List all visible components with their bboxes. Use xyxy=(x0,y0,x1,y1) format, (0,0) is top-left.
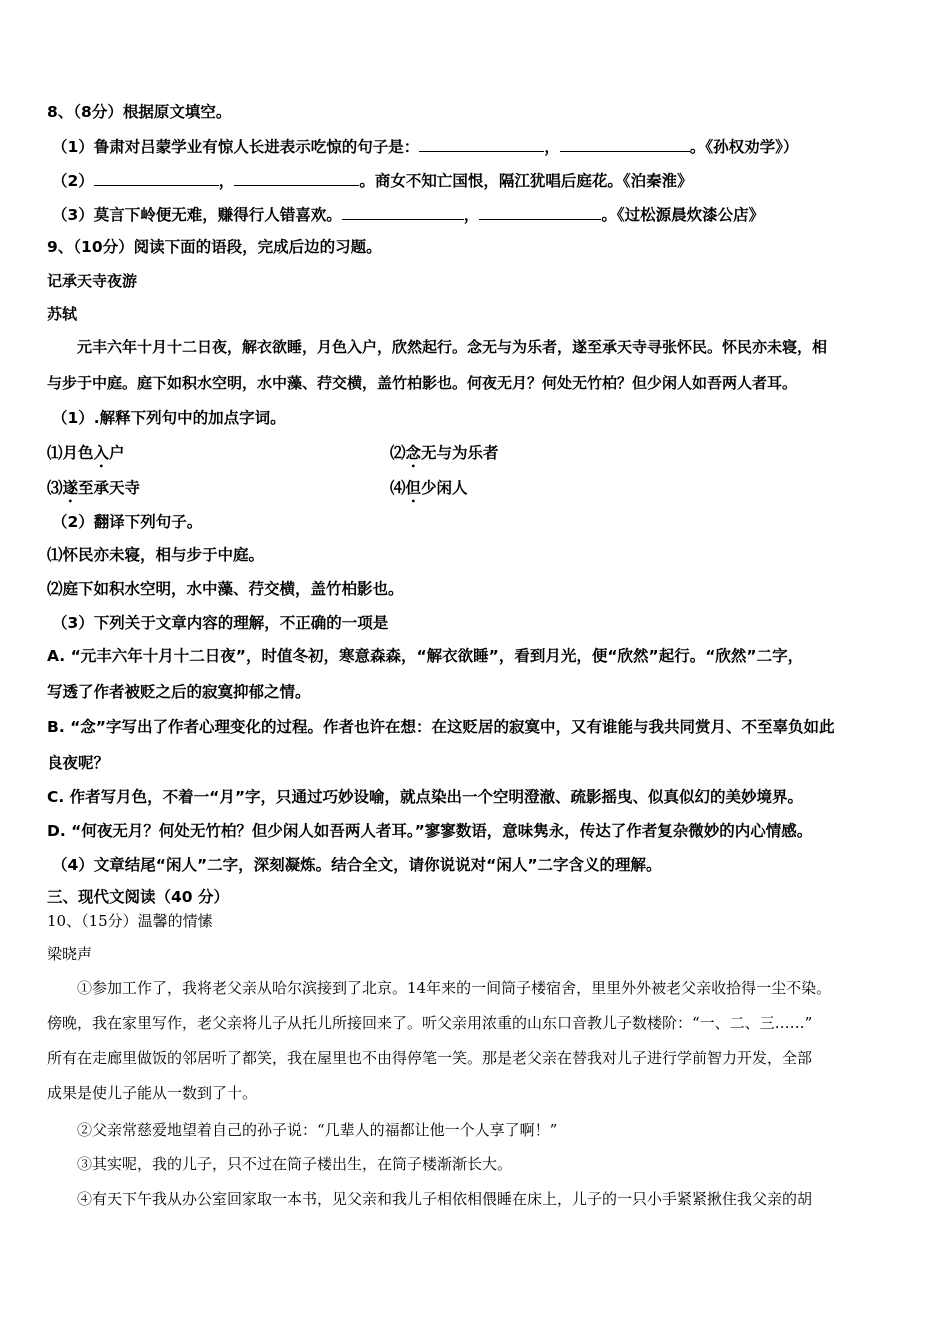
dotted-word: 入 xyxy=(93,444,110,462)
poem-title: 记承天寺夜游 xyxy=(47,272,138,290)
passage-line-2: 与步于中庭。庭下如积水空明，水中藻、荇交横，盖竹柏影也。何夜无月？何处无竹柏？但少闲人如吾两人者耳。 xyxy=(47,374,798,392)
q8-line-2-source: 。商女不知亡国恨，隔江犹唱后庭花。《泊秦淮》 xyxy=(359,172,693,190)
option-b-line-1: B. “念”字写出了作者心理变化的过程。作者也许在想：在这贬居的寂寞中，又有谁能与我共同赏月、不至辜负如此 xyxy=(47,718,835,736)
word-item-1 xyxy=(47,444,125,471)
dotted-word: 念 xyxy=(405,444,422,462)
q9-sub1: （1）.解释下列句中的加点字词。 xyxy=(52,409,286,427)
q9-sub4: （4）文章结尾“闲人”二字，深刻凝炼。结合全文，请你说说对“闲人”二字含义的理解。 xyxy=(52,856,662,874)
article-para-2: ②父亲常慈爱地望着自己的孙子说：“几辈人的福都让他一个人享了啊！” xyxy=(77,1121,558,1139)
option-b-line-2: 良夜呢？ xyxy=(47,754,110,772)
q9-sub3: （3）下列关于文章内容的理解，不正确的一项是 xyxy=(52,614,389,632)
word-item-text: ⑷ xyxy=(390,479,406,497)
translate-item-2: ⑵庭下如积水空明，水中藻、荇交横，盖竹柏影也。 xyxy=(47,580,404,598)
q8-line-3-source: 。《过松源晨炊漆公店》 xyxy=(601,206,765,224)
section-3-title: 三、现代文阅读（40 分） xyxy=(47,888,229,906)
answer-blank[interactable] xyxy=(234,171,359,186)
answer-blank[interactable] xyxy=(419,137,544,152)
q8-line-2-prefix: （2） xyxy=(52,172,94,190)
q8-line-3 xyxy=(52,205,764,225)
word-item-4 xyxy=(390,479,468,506)
poem-author: 苏轼 xyxy=(47,305,78,323)
article-para-4: ④有天下午我从办公室回家取一本书，见父亲和我儿子相依相偎睡在床上，儿子的一只小手紧紧揪住我父亲的胡 xyxy=(77,1190,813,1208)
option-a-line-1: A. “元丰六年十月十二日夜”，时值冬初，寒意森森，“解衣欲睡”，看到月光，便“欣然”起行。“欣然”二字， xyxy=(47,647,804,665)
dotted-word: 但 xyxy=(405,479,422,497)
q8-line-1 xyxy=(52,137,798,157)
q8-title: 8、（8分）根据原文填空。 xyxy=(47,103,232,121)
word-item-text: ⑴月色 xyxy=(47,444,94,462)
translate-item-1: ⑴怀民亦未寝，相与步于中庭。 xyxy=(47,546,265,564)
answer-blank[interactable] xyxy=(94,171,219,186)
answer-blank[interactable] xyxy=(560,137,690,152)
article-para-1-line-2: 傍晚，我在家里写作，老父亲将儿子从托儿所接回来了。听父亲用浓重的山东口音教儿子数楼阶：“一、二、三……” xyxy=(47,1014,813,1032)
comma: ， xyxy=(218,172,235,190)
option-d: D. “何夜无月？何处无竹柏？但少闲人如吾两人者耳。”寥寥数语，意味隽永，传达了作者复杂微妙的内心情感。 xyxy=(47,822,813,840)
article-para-1-line-4: 成果是使儿子能从一数到了十。 xyxy=(47,1084,258,1102)
word-item-2 xyxy=(390,444,499,471)
word-item-text: ⑶ xyxy=(47,479,63,497)
word-item-3 xyxy=(47,479,140,506)
q8-line-2 xyxy=(52,171,693,191)
q10-title: 10、（15分）温馨的情愫 xyxy=(47,912,213,930)
q10-author: 梁晓声 xyxy=(47,945,93,963)
q8-line-3-prompt: （3）莫言下岭便无难，赚得行人错喜欢。 xyxy=(52,206,342,224)
word-item-text: 户 xyxy=(109,444,125,462)
comma: ， xyxy=(544,138,560,156)
q9-sub2: （2）翻译下列句子。 xyxy=(52,513,203,531)
q8-line-1-prompt: （1）鲁肃对吕蒙学业有惊人长进表示吃惊的句子是： xyxy=(52,138,420,156)
article-para-3: ③其实呢，我的儿子，只不过在筒子楼出生，在筒子楼渐渐长大。 xyxy=(77,1155,513,1173)
word-item-text: ⑵ xyxy=(390,444,406,462)
q9-title: 9、（10分）阅读下面的语段，完成后边的习题。 xyxy=(47,238,382,256)
dotted-word: 遂 xyxy=(62,479,79,497)
option-a-line-2: 写透了作者被贬之后的寂寞抑郁之情。 xyxy=(47,683,311,701)
article-para-1-line-1: ①参加工作了，我将老父亲从哈尔滨接到了北京。14年来的一间筒子楼宿舍，里里外外被老父亲收拾得一尘不染。 xyxy=(77,979,832,997)
word-item-text: 无与为乐者 xyxy=(421,444,499,462)
word-item-text: 至承天寺 xyxy=(78,479,141,497)
article-para-1-line-3: 所有在走廊里做饭的邻居听了都笑，我在屋里也不由得停笔一笑。那是老父亲在替我对儿子进行学前智力开发，全部 xyxy=(47,1049,813,1067)
word-item-text: 少闲人 xyxy=(421,479,468,497)
answer-blank[interactable] xyxy=(342,205,464,220)
passage-line-1: 元丰六年十月十二日夜，解衣欲睡，月色入户，欣然起行。念无与为乐者，遂至承天寺寻张怀民。怀民亦未寝，相 xyxy=(77,338,828,356)
answer-blank[interactable] xyxy=(479,205,601,220)
option-c: C. 作者写月色，不着一“月”字，只通过巧妙设喻，就点染出一个空明澄澈、疏影摇曳、似真似幻的美妙境界。 xyxy=(47,788,804,806)
comma: ， xyxy=(463,206,480,224)
q8-line-1-source: 。《孙权劝学》） xyxy=(689,138,799,156)
